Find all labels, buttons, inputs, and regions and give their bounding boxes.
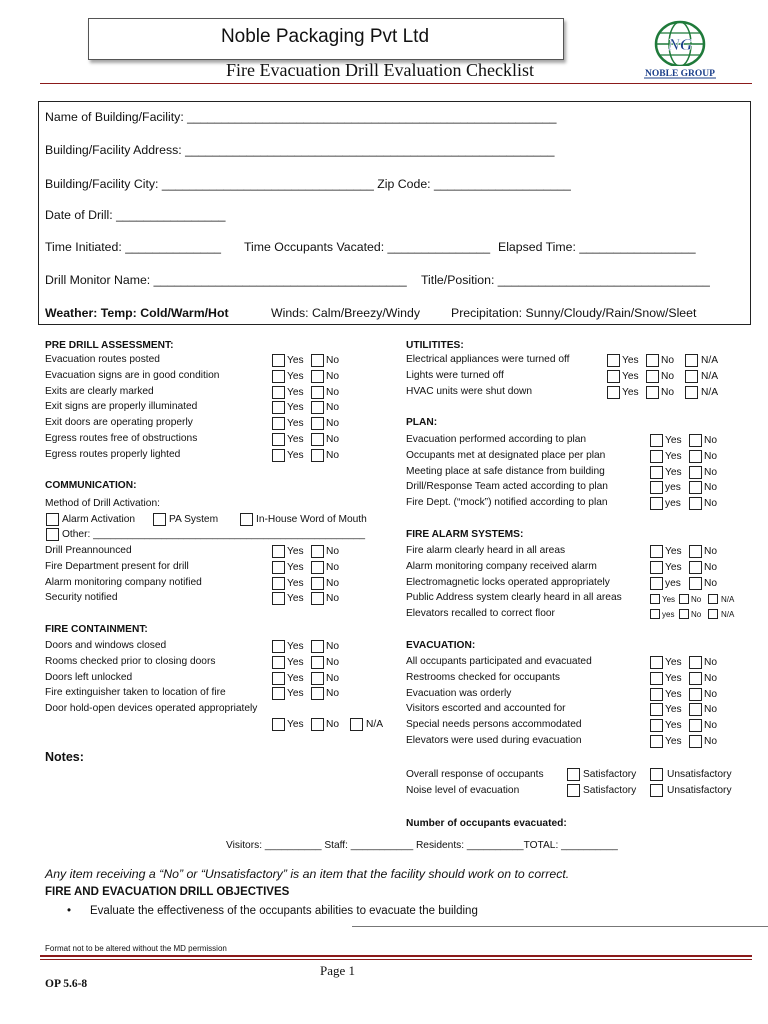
pre-drill-2-no-checkbox[interactable]: [311, 386, 324, 399]
objectives-divider: [352, 926, 768, 927]
communication-2-yes-label: Yes: [287, 577, 304, 589]
plan-1-no-label: No: [704, 450, 718, 462]
pre-drill-5-yes-label: Yes: [287, 434, 304, 445]
weather-precipitation: Precipitation: Sunny/Cloudy/Rain/Snow/Sleet: [451, 306, 697, 320]
activation-method-label: Method of Drill Activation:: [45, 498, 160, 509]
evacuation-heading: EVACUATION:: [406, 640, 476, 651]
fire-alarm-item: Elevators recalled to correct floor: [406, 608, 555, 619]
building-name-field[interactable]: Name of Building/Facility: ______________________________________________________: [45, 110, 557, 124]
pre-drill-1-yes-checkbox[interactable]: [272, 370, 285, 383]
pre-drill-6-yes-label: Yes: [287, 449, 304, 461]
pre-drill-0-yes-label: Yes: [287, 355, 304, 366]
containment-0-yes-label: Yes: [287, 641, 304, 652]
pre-drill-0-no-checkbox[interactable]: [311, 354, 324, 367]
pre-drill-3-no-checkbox[interactable]: [311, 401, 324, 414]
noble-group-logo: [640, 18, 720, 80]
weather-winds: Winds: Calm/Breezy/Windy: [271, 306, 420, 320]
communication-3-no-checkbox[interactable]: [311, 592, 324, 605]
unsatisfactory-label: Unsatisfactory: [667, 769, 732, 780]
plan-1-no-checkbox[interactable]: [689, 450, 702, 463]
utilities-1-yes-label: Yes: [622, 370, 639, 382]
utilities-2-yes-label: Yes: [622, 386, 639, 398]
fire-alarm-1-yes-checkbox[interactable]: [650, 561, 663, 574]
objectives-heading: FIRE AND EVACUATION DRILL OBJECTIVES: [45, 886, 290, 898]
plan-3-no-checkbox[interactable]: [689, 481, 702, 494]
fire-alarm-item: Electromagnetic locks operated appropriately: [406, 576, 610, 588]
plan-4-yes-checkbox[interactable]: [650, 497, 663, 510]
pre-drill-4-no-label: No: [326, 418, 340, 430]
time-vacated-field[interactable]: Time Occupants Vacated: _______________: [244, 240, 491, 254]
evacuation-3-no-checkbox[interactable]: [689, 703, 702, 716]
utilities-0-na-label: N/A: [701, 355, 718, 366]
city-zip-field[interactable]: Building/Facility City: _______________________________ Zip Code: ____________________: [45, 177, 571, 191]
response-overall-satisfactory-checkbox[interactable]: [567, 768, 580, 781]
communication-0-no-checkbox[interactable]: [311, 545, 324, 558]
evacuation-0-yes-checkbox[interactable]: [650, 656, 663, 669]
communication-heading: COMMUNICATION:: [45, 480, 137, 491]
utilities-0-no-checkbox[interactable]: [646, 354, 659, 367]
containment-2-no-label: No: [326, 672, 340, 684]
containment-0-no-label: No: [326, 641, 340, 652]
pre-drill-4-yes-label: Yes: [287, 418, 304, 430]
pre-drill-4-no-checkbox[interactable]: [311, 417, 324, 430]
pre-drill-6-no-label: No: [326, 449, 340, 461]
utilities-1-na-checkbox[interactable]: [685, 370, 698, 383]
fire-alarm-item: Fire alarm clearly heard in all areas: [406, 545, 566, 556]
footer-divider-thin: [40, 959, 752, 960]
pre-drill-6-yes-checkbox[interactable]: [272, 449, 285, 462]
utilities-item: Lights were turned off: [406, 369, 504, 381]
containment-0-no-checkbox[interactable]: [311, 640, 324, 653]
utilities-item: Electrical appliances were turned off: [406, 354, 570, 365]
address-field[interactable]: Building/Facility Address: ______________________________________________________: [45, 143, 555, 157]
objective-bullet-dot: •: [67, 905, 72, 917]
globe-logo-icon: [640, 18, 720, 80]
communication-item: Fire Department present for drill: [45, 560, 189, 572]
containment-holdopen-no-checkbox[interactable]: [311, 718, 324, 731]
fire-alarm-elevators-na-checkbox[interactable]: [708, 609, 718, 619]
containment-item: Fire extinguisher taken to location of fire: [45, 687, 226, 699]
utilities-2-no-label: No: [661, 386, 675, 398]
plan-item: Fire Dept. (“mock”) notified according to plan: [406, 497, 608, 509]
plan-2-no-checkbox[interactable]: [689, 466, 702, 479]
evacuation-item: Visitors escorted and accounted for: [406, 703, 566, 715]
logo-initials: NG: [667, 35, 693, 54]
containment-3-yes-label: Yes: [287, 688, 304, 700]
alarm-activation-label: Alarm Activation: [62, 514, 136, 525]
title-divider: [40, 83, 752, 84]
fire-alarm-0-yes-label: Yes: [665, 546, 682, 557]
time-initiated-field[interactable]: Time Initiated: ______________: [45, 240, 221, 254]
fire-alarm-heading: FIRE ALARM SYSTEMS:: [406, 529, 524, 540]
fire-alarm-pa-no-checkbox[interactable]: [679, 594, 689, 604]
plan-0-yes-checkbox[interactable]: [650, 434, 663, 447]
containment-1-no-label: No: [326, 656, 340, 668]
evacuation-3-yes-label: Yes: [665, 704, 682, 716]
other-method-field: Other: ________________________________________________: [62, 529, 366, 540]
utilities-heading: UTILITITES:: [406, 340, 464, 351]
utilities-2-yes-checkbox[interactable]: [607, 386, 620, 399]
pre-drill-3-yes-checkbox[interactable]: [272, 401, 285, 414]
pre-drill-2-no-label: No: [326, 386, 340, 398]
evacuation-item: Elevators were used during evacuation: [406, 735, 582, 746]
document-code: OP 5.6-8: [45, 978, 88, 990]
drill-date-field[interactable]: Date of Drill: ________________: [45, 208, 226, 222]
plan-4-yes-label: yes: [665, 498, 681, 510]
format-note: Format not to be altered without the MD permission: [45, 944, 227, 953]
fire-alarm-1-no-label: No: [704, 561, 718, 573]
fire-alarm-pa-no-label: No: [691, 595, 702, 604]
document-title: Fire Evacuation Drill Evaluation Checklist: [226, 60, 534, 80]
response-noise-label: Noise level of evacuation: [406, 785, 520, 796]
evacuation-3-no-label: No: [704, 704, 718, 716]
evacuation-1-no-label: No: [704, 672, 718, 684]
fire-alarm-pa-na-label: N/A: [721, 595, 735, 604]
utilities-2-no-checkbox[interactable]: [646, 386, 659, 399]
plan-item: Drill/Response Team acted according to plan: [406, 481, 608, 493]
pre-drill-5-no-checkbox[interactable]: [311, 433, 324, 446]
communication-1-yes-checkbox[interactable]: [272, 561, 285, 574]
containment-holdopen-yes-checkbox[interactable]: [272, 718, 285, 731]
satisfactory-label: Satisfactory: [583, 785, 637, 796]
evacuation-4-yes-checkbox[interactable]: [650, 719, 663, 732]
other-method-checkbox[interactable]: [46, 528, 59, 541]
evacuation-5-no-checkbox[interactable]: [689, 735, 702, 748]
plan-item: Meeting place at safe distance from building: [406, 465, 605, 477]
fire-alarm-item: Alarm monitoring company received alarm: [406, 560, 597, 572]
communication-item: Alarm monitoring company notified: [45, 576, 202, 588]
pre-drill-2-yes-checkbox[interactable]: [272, 386, 285, 399]
communication-2-no-label: No: [326, 577, 340, 589]
utilities-1-no-checkbox[interactable]: [646, 370, 659, 383]
evacuation-3-yes-checkbox[interactable]: [650, 703, 663, 716]
response-overall-label: Overall response of occupants: [406, 769, 544, 780]
communication-0-yes-checkbox[interactable]: [272, 545, 285, 558]
containment-1-yes-checkbox[interactable]: [272, 656, 285, 669]
containment-holdopen-yes-label: Yes: [287, 719, 304, 730]
plan-1-yes-checkbox[interactable]: [650, 450, 663, 463]
containment-3-no-label: No: [326, 688, 340, 700]
evacuation-2-no-checkbox[interactable]: [689, 688, 702, 701]
fire-alarm-pa-na-checkbox[interactable]: [708, 594, 718, 604]
fire-alarm-elevators-yes-checkbox[interactable]: [650, 609, 660, 619]
fire-alarm-pa-yes-label: Yes: [662, 595, 676, 604]
plan-item: Evacuation performed according to plan: [406, 434, 587, 445]
containment-2-yes-label: Yes: [287, 672, 304, 684]
containment-3-yes-checkbox[interactable]: [272, 687, 285, 700]
pa-system-label: PA System: [169, 514, 219, 525]
fire-alarm-item: Public Address system clearly heard in all areas: [406, 592, 622, 603]
utilities-0-yes-checkbox[interactable]: [607, 354, 620, 367]
plan-1-yes-label: Yes: [665, 450, 682, 462]
pre-drill-5-no-label: No: [326, 434, 340, 445]
evacuation-4-no-checkbox[interactable]: [689, 719, 702, 732]
company-name: Noble Packaging Pvt Ltd: [220, 26, 430, 47]
pre-drill-0-no-label: No: [326, 355, 340, 366]
pre-drill-3-yes-label: Yes: [287, 402, 304, 414]
communication-1-no-label: No: [326, 561, 340, 573]
utilities-2-na-checkbox[interactable]: [685, 386, 698, 399]
pa-system-checkbox[interactable]: [153, 513, 166, 526]
response-noise-satisfactory-checkbox[interactable]: [567, 784, 580, 797]
pre-drill-5-yes-checkbox[interactable]: [272, 433, 285, 446]
containment-holdopen-na-label: N/A: [366, 719, 383, 730]
pre-drill-item: Exit doors are operating properly: [45, 417, 193, 429]
plan-0-no-label: No: [704, 435, 718, 446]
fire-alarm-elevators-yes-label: yes: [662, 610, 675, 619]
occupants-heading: Number of occupants evacuated:: [406, 818, 567, 829]
pre-drill-item: Exit signs are properly illuminated: [45, 401, 198, 413]
plan-3-no-label: No: [704, 482, 718, 494]
word-of-mouth-label: In-House Word of Mouth: [256, 514, 367, 525]
containment-item: Doors left unlocked: [45, 671, 133, 683]
evacuation-item: Restrooms checked for occupants: [406, 671, 561, 683]
response-noise-unsatisfactory-checkbox[interactable]: [650, 784, 663, 797]
plan-item: Occupants met at designated place per plan: [406, 449, 606, 461]
containment-2-yes-checkbox[interactable]: [272, 672, 285, 685]
communication-0-no-label: No: [326, 546, 340, 557]
evacuation-5-yes-label: Yes: [665, 736, 682, 747]
utilities-2-na-label: N/A: [701, 386, 718, 398]
fire-alarm-0-yes-checkbox[interactable]: [650, 545, 663, 558]
plan-0-yes-label: Yes: [665, 435, 682, 446]
alarm-activation-checkbox[interactable]: [46, 513, 59, 526]
evacuation-0-no-checkbox[interactable]: [689, 656, 702, 669]
utilities-item: HVAC units were shut down: [406, 385, 533, 397]
containment-item: Door hold-open devices operated appropriately: [45, 703, 258, 714]
communication-1-yes-label: Yes: [287, 561, 304, 573]
evacuation-5-yes-checkbox[interactable]: [650, 735, 663, 748]
plan-2-no-label: No: [704, 466, 718, 478]
evacuation-4-no-label: No: [704, 720, 718, 732]
communication-2-yes-checkbox[interactable]: [272, 577, 285, 590]
response-overall-unsatisfactory-checkbox[interactable]: [650, 768, 663, 781]
weather-temp: Weather: Temp: Cold/Warm/Hot: [45, 306, 229, 320]
containment-item: Rooms checked prior to closing doors: [45, 655, 216, 667]
evacuation-0-no-label: No: [704, 657, 718, 668]
plan-2-yes-checkbox[interactable]: [650, 466, 663, 479]
logo-caption: NOBLE GROUP: [645, 69, 715, 79]
occupants-count-fields[interactable]: Visitors: __________ Staff: ___________ Residents: __________TOTAL: __________: [226, 840, 618, 851]
communication-2-no-checkbox[interactable]: [311, 577, 324, 590]
plan-heading: PLAN:: [406, 417, 438, 428]
fire-alarm-2-no-label: No: [704, 577, 718, 589]
fire-alarm-1-no-checkbox[interactable]: [689, 561, 702, 574]
evacuation-2-yes-checkbox[interactable]: [650, 688, 663, 701]
evacuation-1-yes-label: Yes: [665, 672, 682, 684]
plan-3-yes-label: yes: [665, 482, 681, 494]
evacuation-0-yes-label: Yes: [665, 657, 682, 668]
containment-2-no-checkbox[interactable]: [311, 672, 324, 685]
satisfactory-label: Satisfactory: [583, 769, 637, 780]
elapsed-time-field[interactable]: Elapsed Time: _________________: [498, 240, 696, 254]
footer-divider: [40, 955, 752, 957]
utilities-0-yes-label: Yes: [622, 355, 639, 366]
evacuation-1-no-checkbox[interactable]: [689, 672, 702, 685]
fire-alarm-pa-yes-checkbox[interactable]: [650, 594, 660, 604]
evacuation-4-yes-label: Yes: [665, 720, 682, 732]
containment-holdopen-no-label: No: [326, 719, 340, 730]
communication-1-no-checkbox[interactable]: [311, 561, 324, 574]
monitor-name-field[interactable]: Drill Monitor Name: _____________________________________: [45, 273, 407, 287]
communication-3-yes-label: Yes: [287, 593, 304, 605]
utilities-1-na-label: N/A: [701, 370, 718, 382]
evacuation-1-yes-checkbox[interactable]: [650, 672, 663, 685]
containment-0-yes-checkbox[interactable]: [272, 640, 285, 653]
pre-drill-item: Evacuation routes posted: [45, 354, 160, 365]
title-position-field[interactable]: Title/Position: _______________________________: [421, 273, 710, 287]
pre-drill-0-yes-checkbox[interactable]: [272, 354, 285, 367]
objective-item: Evaluate the effectiveness of the occupants abilities to evacuate the building: [90, 905, 478, 917]
containment-3-no-checkbox[interactable]: [311, 687, 324, 700]
page-number: Page 1: [320, 963, 356, 978]
pre-drill-item: Egress routes properly lighted: [45, 448, 181, 460]
utilities-1-yes-checkbox[interactable]: [607, 370, 620, 383]
fire-alarm-2-yes-checkbox[interactable]: [650, 577, 663, 590]
pre-drill-1-no-label: No: [326, 370, 340, 382]
pre-drill-item: Egress routes free of obstructions: [45, 433, 198, 444]
fire-alarm-2-no-checkbox[interactable]: [689, 577, 702, 590]
pre-drill-4-yes-checkbox[interactable]: [272, 417, 285, 430]
pre-drill-3-no-label: No: [326, 402, 340, 414]
communication-3-yes-checkbox[interactable]: [272, 592, 285, 605]
pre-drill-2-yes-label: Yes: [287, 386, 304, 398]
pre-drill-1-no-checkbox[interactable]: [311, 370, 324, 383]
pre-drill-1-yes-label: Yes: [287, 370, 304, 382]
unsatisfactory-label: Unsatisfactory: [667, 785, 732, 796]
containment-holdopen-na-checkbox[interactable]: [350, 718, 363, 731]
utilities-1-no-label: No: [661, 370, 675, 382]
notes-label: Notes:: [45, 750, 84, 764]
communication-0-yes-label: Yes: [287, 546, 304, 557]
communication-item: Drill Preannounced: [45, 545, 132, 556]
no-item-note: Any item receiving a “No” or “Unsatisfactory” is an item that the facility should work on to correct.: [45, 867, 570, 881]
evacuation-item: All occupants participated and evacuated: [406, 656, 592, 667]
containment-1-no-checkbox[interactable]: [311, 656, 324, 669]
utilities-0-no-label: No: [661, 355, 675, 366]
evacuation-2-yes-label: Yes: [665, 688, 682, 700]
plan-3-yes-checkbox[interactable]: [650, 481, 663, 494]
evacuation-item: Special needs persons accommodated: [406, 719, 582, 731]
utilities-0-na-checkbox[interactable]: [685, 354, 698, 367]
word-of-mouth-checkbox[interactable]: [240, 513, 253, 526]
pre-drill-6-no-checkbox[interactable]: [311, 449, 324, 462]
containment-item: Doors and windows closed: [45, 640, 167, 651]
fire-alarm-elevators-na-label: N/A: [721, 610, 735, 619]
fire-alarm-1-yes-label: Yes: [665, 561, 682, 573]
fire-alarm-elevators-no-checkbox[interactable]: [679, 609, 689, 619]
communication-item: Security notified: [45, 592, 118, 604]
evacuation-item: Evacuation was orderly: [406, 687, 512, 699]
pre-drill-item: Evacuation signs are in good condition: [45, 369, 220, 381]
pre-drill-item: Exits are clearly marked: [45, 385, 154, 397]
plan-4-no-checkbox[interactable]: [689, 497, 702, 510]
plan-0-no-checkbox[interactable]: [689, 434, 702, 447]
evacuation-5-no-label: No: [704, 736, 718, 747]
containment-1-yes-label: Yes: [287, 656, 304, 668]
fire-alarm-0-no-checkbox[interactable]: [689, 545, 702, 558]
fire-alarm-elevators-no-label: No: [691, 610, 702, 619]
plan-2-yes-label: Yes: [665, 466, 682, 478]
plan-4-no-label: No: [704, 498, 718, 510]
communication-3-no-label: No: [326, 593, 340, 605]
evacuation-2-no-label: No: [704, 688, 718, 700]
containment-heading: FIRE CONTAINMENT:: [45, 624, 148, 635]
fire-alarm-2-yes-label: yes: [665, 577, 681, 589]
pre-drill-heading: PRE DRILL ASSESSMENT:: [45, 340, 174, 351]
fire-alarm-0-no-label: No: [704, 546, 718, 557]
